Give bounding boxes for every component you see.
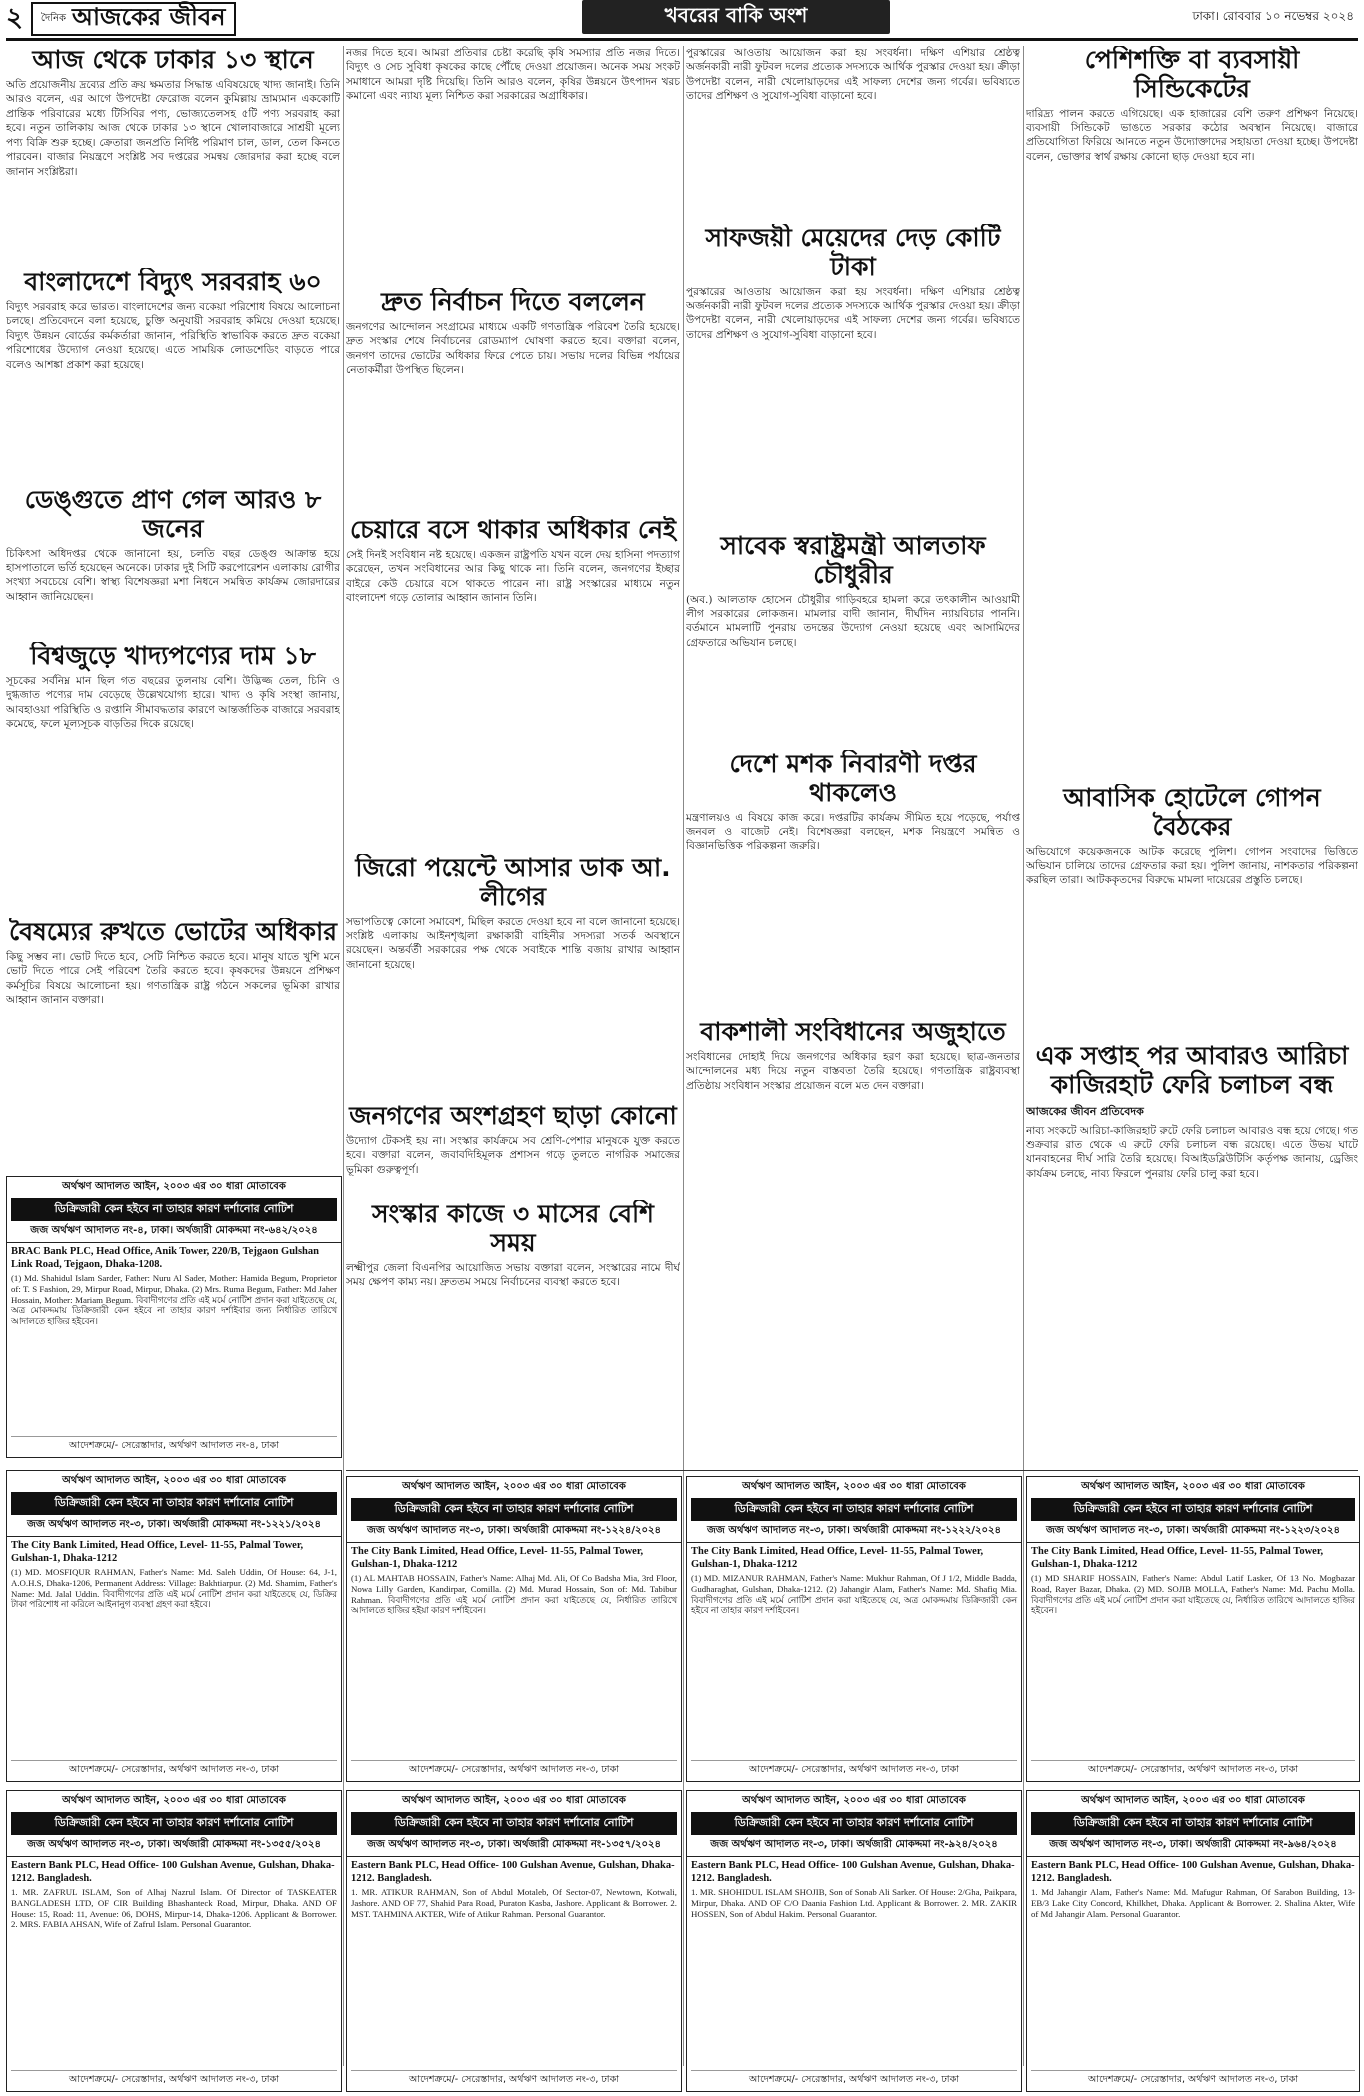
article-body: অভিযোগে কয়েকজনকে আটক করেছে পুলিশ। গোপন সংবাদের ভিত্তিতে অভিযান চালিয়ে তাদের গ্রেফতার করা হয়। পুলিশ জানায়, নাশকতার পরিকল্পনা করছিল তারা। আটককৃতদের বিরুদ্ধে মামলা দায়েরের প্রস্তুতি চলছে। <box>1026 845 1358 887</box>
story-ferry <box>1026 1042 1358 1342</box>
notice-act: অর্থঋণ আদালত আইন, ২০০৩ এর ৩০ ধারা মোতাবেক <box>1081 1481 1305 1492</box>
notice-act: অর্থঋণ আদালত আইন, ২০০৩ এর ৩০ ধারা মোতাবেক <box>1081 1795 1305 1806</box>
notice-signature: আদেশক্রমে/- সেরেস্তাদার, অর্থঋণ আদালত নং-৩, ঢাকা <box>351 2070 677 2088</box>
headline: ডেঙ্গুতে প্রাণ গেল আরও ৮ জনের <box>24 486 322 543</box>
notice-case: জজ অর্থঋণ আদালত নং-৩, ঢাকা। অর্থজারী মোকদ্দমা নং-১২২২/২০২৪ <box>687 1523 1021 1543</box>
headline: আবাসিক হোটেলে গোপন বৈঠকের <box>1063 784 1321 841</box>
logo-small-text: দৈনিক <box>40 12 67 24</box>
headline: আজ থেকে ঢাকার ১৩ স্থানে <box>32 46 314 74</box>
legal-notice <box>6 1470 342 1782</box>
notice-plaintiff: The City Bank Limited, Head Office, Level- 11-55, Palmal Tower, Gulshan-1, Dhaka-1212 <box>1031 1546 1324 1570</box>
notice-plaintiff: BRAC Bank PLC, Head Office, Anik Tower, 220/B, Tejgaon Gulshan Link Road, Tejgaon, Dhaka-1208. <box>11 1246 319 1270</box>
article-body: সেই দিনই সংবিধান নষ্ট হয়েছে। একজন রাষ্ট্রপতি যখন বলে দেয় হাসিনা পদত্যাগ করেছেন, তখন সংবিধানের আর কিছু থাকে না। তিনি বলেন, জনগণের ইচ্ছার বাইরে কেউ চেয়ারে বসে থাকতে পারেন না। রাষ্ট্র সংস্কারের মাধ্যমে নতুন বাংলাদেশ গড়ে তোলার আহ্বান জানান তিনি। <box>346 548 680 605</box>
article-body: লক্ষ্মীপুর জেলা বিএনপির আয়োজিত সভায় বক্তারা বলেন, সংস্কারের নামে দীর্ঘ সময় ক্ষেপণ কাম্য নয়। দ্রুততম সময়ে নির্বাচনের ব্যবস্থা করতে হবে। <box>346 1261 680 1288</box>
article-body: নাব্য সংকটে আরিচা-কাজিরহাট রুটে ফেরি চলাচল আবারও বন্ধ হয়ে গেছে। গত শুক্রবার রাত থেকে এ রুটে ফেরি চলাচল বন্ধ রয়েছে। এতে উভয় ঘাটে যানবাহনের দীর্ঘ সারি তৈরি হয়েছে। বিআইডব্লিউটিসি কর্তৃপক্ষ জানায়, ড্রেজিং কার্যক্রম চলছে, নাব্য ফিরলে পুনরায় ফেরি চালু করা হবে। <box>1026 1124 1358 1180</box>
notice-plaintiff: Eastern Bank PLC, Head Office- 100 Gulshan Avenue, Gulshan, Dhaka-1212. Bangladesh. <box>1031 1860 1355 1884</box>
masthead <box>0 0 1364 38</box>
notice-title: ডিক্রিজারী কেন হইবে না তাহার কারণ দর্শানোর নোটিশ <box>11 1812 337 1835</box>
notice-text: (1) MD SHARIF HOSSAIN, Father's Name: Abdul Latif Lasker, Of 13 No. Mogbazar Road, Rayer Bazar, Dhaka. (2) MD. SOJIB MOLLA, Father's Name: Md. Pachu Molla. বিবাদীগণের প্রতি এই মর্মে নোটিশ প্রদান করা যাইতেছে যে, নির্ধারিত তারিখে আদালতে হাজির হইবেন। <box>1031 1573 1355 1616</box>
notice-act: অর্থঋণ আদালত আইন, ২০০৩ এর ৩০ ধারা মোতাবেক <box>742 1795 966 1806</box>
headline: দ্রুত নির্বাচন দিতে বললেন <box>381 288 645 316</box>
notice-case: জজ অর্থঋণ আদালত নং-৩, ঢাকা। অর্থজারী মোকদ্দমা নং-১২২৪/২০২৪ <box>347 1523 681 1543</box>
notice-act: অর্থঋণ আদালত আইন, ২০০৩ এর ৩০ ধারা মোতাবেক <box>62 1475 286 1486</box>
notice-title: ডিক্রিজারী কেন হইবে না তাহার কারণ দর্শানোর নোটিশ <box>691 1498 1017 1521</box>
notice-title: ডিক্রিজারী কেন হইবে না তাহার কারণ দর্শানোর নোটিশ <box>11 1492 337 1515</box>
notice-act: অর্থঋণ আদালত আইন, ২০০৩ এর ৩০ ধারা মোতাবেক <box>62 1181 286 1192</box>
notice-signature: আদেশক্রমে/- সেরেস্তাদার, অর্থঋণ আদালত নং-৩, ঢাকা <box>1031 1760 1355 1778</box>
notice-signature: আদেশক্রমে/- সেরেস্তাদার, অর্থঋণ আদালত নং-৪, ঢাকা <box>11 1436 337 1454</box>
newspaper-logo <box>31 2 236 36</box>
notice-title: ডিক্রিজারী কেন হইবে না তাহার কারণ দর্শানোর নোটিশ <box>1031 1498 1355 1521</box>
column-divider <box>683 46 684 2066</box>
headline: চেয়ারে বসে থাকার অধিকার নেই <box>349 516 676 544</box>
notice-plaintiff: Eastern Bank PLC, Head Office- 100 Gulshan Avenue, Gulshan, Dhaka-1212. Bangladesh. <box>691 1860 1015 1884</box>
notice-text: (1) MD. MOSFIQUR RAHMAN, Father's Name: Md. Saleh Uddin, Of House: 64, J-1, A.O.H.S, Dhaka-1206, Permanent Address: Village: Bakhtiarpur. (2) Md. Shamim, Father's Name: Md. Jalal Uddin. বিবাদীগণের প্রতি এই মর্মে নোটিশ প্রদান করা যাইতেছে যে, ডিক্রির টাকা পরিশোধ না করিলে আইনানুগ ব্যবস্থা গ্রহণ করা হইবে। <box>11 1567 337 1610</box>
story-zero-point <box>346 854 680 1094</box>
article-body: পুরস্কারের আওতায় আয়োজন করা হয় সংবর্ধনা। দক্ষিণ এশিয়ার শ্রেষ্ঠত্ব অর্জনকারী নারী ফুটবল দলের প্রত্যেক সদস্যকে আর্থিক পুরস্কার দেওয়া হয়। ক্রীড়া উপদেষ্টা বলেন, নারী খেলোয়াড়দের এই সাফল্য দেশের জন্য গর্বের। ভবিষ্যতে তাদের প্রশিক্ষণ ও সুযোগ-সুবিধা বাড়ানো হবে। <box>686 47 1020 103</box>
story-safzay <box>686 224 1020 524</box>
headline: সাফজয়ী মেয়েদের দেড় কোটি টাকা <box>705 224 1001 281</box>
story-reform3 <box>346 1200 680 1450</box>
article-body: জনগণের আন্দোলন সংগ্রামের মাধ্যমে একটি গণতান্ত্রিক পরিবেশ তৈরি হয়েছে। দ্রুত সংস্কার শেষে নির্বাচনের রোডম্যাপ ঘোষণা করতে হবে। বক্তারা বলেন, জনগণ তাদের ভোটের অধিকার ফিরে পেতে চায়। সভায় দলের বিভিন্ন পর্যায়ের নেতাকর্মীরা উপস্থিত ছিলেন। <box>346 320 680 377</box>
headline: বাকশালী সংবিধানের অজুহাতে <box>700 1018 1006 1046</box>
story-hotel <box>1026 784 1358 1034</box>
story-election <box>346 288 680 508</box>
notice-title: ডিক্রিজারী কেন হইবে না তাহার কারণ দর্শানোর নোটিশ <box>351 1498 677 1521</box>
article-body: নজর দিতে হবে। আমরা প্রতিবার চেষ্টা করেছি কৃষি সমস্যার প্রতি নজর দিতে। বিদ্যুৎ ও সেচ সুবিধা কৃষকের কাছে পৌঁছে দেওয়া প্রয়োজন। অনেক সময় সংকট সমাধানে আমরা দৃষ্টি দিয়েছি। তিনি আরও বলেন, কৃষির উন্নয়নে উৎপাদন খরচ কমানো এবং ন্যায্য মূল্য নিশ্চিত করা সরকারের অগ্রাধিকার। <box>346 47 680 103</box>
article-body: চিকিৎসা অধিদপ্তর থেকে জানানো হয়, চলতি বছর ডেঙ্গু আক্রান্ত হয়ে হাসপাতালে ভর্তি হয়েছেন অনেকে। ঢাকার দুই সিটি করপোরেশন এলাকায় রোগীর সংখ্যা সবচেয়ে বেশি। স্বাস্থ্য বিশেষজ্ঞরা মশা নিধনে সমন্বিত কার্যক্রম জোরদারের আহ্বান জানিয়েছেন। <box>6 547 340 603</box>
notice-act: অর্থঋণ আদালত আইন, ২০০৩ এর ৩০ ধারা মোতাবেক <box>402 1481 626 1492</box>
byline: আজকের জীবন প্রতিবেদক <box>1026 1104 1144 1118</box>
headline: জিরো পয়েন্টে আসার ডাক আ. লীগের <box>355 854 671 911</box>
story-participation <box>346 1102 680 1192</box>
notice-plaintiff: Eastern Bank PLC, Head Office- 100 Gulshan Avenue, Gulshan, Dhaka-1212. Bangladesh. <box>351 1860 675 1884</box>
article-body: সূচকের সর্বনিম্ন মান ছিল গত বছরের তুলনায় বেশি। উদ্ভিজ্জ তেল, চিনি ও দুগ্ধজাত পণ্যের দাম বেড়েছে উল্লেখযোগ্য হারে। খাদ্য ও কৃষি সংস্থা জানায়, আবহাওয়া পরিস্থিতি ও রপ্তানি সীমাবদ্ধতার কারণে আন্তর্জাতিক বাজারে সরবরাহ কমেছে, ফলে মূল্যসূচক বাড়তির দিকে রয়েছে। <box>6 674 340 731</box>
story-altaf <box>686 532 1020 742</box>
notice-text: (1) MD. MIZANUR RAHMAN, Father's Name: Mukhur Rahman, Of J 1/2, Middle Badda, Gudharaghat, Gulshan, Dhaka-1212. (2) Jahangir Alam, Father's Name: Md. Shafiq Mia. বিবাদীগণের প্রতি এই মর্মে নোটিশ প্রদান করা যাইতেছে যে, অত্র মোকদ্দমায় ডিক্রিজারী কেন হইবে না তাহার কারণ দর্শাইবেন। <box>691 1573 1017 1616</box>
headline: বিশ্বজুড়ে খাদ্যপণ্যের দাম ১৮ <box>30 642 316 670</box>
headline: সাবেক স্বরাষ্ট্রমন্ত্রী আলতাফ চৌধুরীর <box>720 532 986 589</box>
notice-text: (1) AL MAHTAB HOSSAIN, Father's Name: Alhaj Md. Ali, Of Co Badsha Mia, 3rd Floor, Nowa Lilly Garden, Kandirpar, Comilla. (2) Md. Murad Hossain, Son of: Md. Tabibur Rahman. বিবাদীগণের প্রতি এই মর্মে নোটিশ প্রদান করা যাইতেছে যে, নির্ধারিত তারিখে আদালতে হাজির হইয়া কারণ দর্শাইবেন। <box>351 1573 677 1616</box>
headline: বৈষম্যের রুখতে ভোটের অধিকার <box>9 918 337 946</box>
notice-signature: আদেশক্রমে/- সেরেস্তাদার, অর্থঋণ আদালত নং-৩, ঢাকা <box>691 1760 1017 1778</box>
story-farm <box>346 46 680 281</box>
headline: বাংলাদেশে বিদ্যুৎ সরবরাহ ৬০ <box>24 268 322 296</box>
notice-signature: আদেশক্রমে/- সেরেস্তাদার, অর্থঋণ আদালত নং-৩, ঢাকা <box>1031 2070 1355 2088</box>
article-body: মন্ত্রণালয়ও এ বিষয়ে কাজ করে। দপ্তরটির কার্যক্রম সীমিত হয়ে পড়েছে, পর্যাপ্ত জনবল ও বাজেট নেই। বিশেষজ্ঞরা বলছেন, মশক নিয়ন্ত্রণে সমন্বিত ও বিজ্ঞানভিত্তিক পরিকল্পনা জরুরি। <box>686 811 1020 853</box>
notice-text: 1. Md Jahangir Alam, Father's Name: Md. Mafugur Rahman, Of Sarabon Building, 13-EB/3 Lake City Concord, Khilkhet, Dhaka. Applicant & Borrower. 2. Shalina Akter, Wife of Md Jahangir Alam. Personal Guarantor. <box>1031 1887 1355 1919</box>
article-body: সভাপতিত্বে কোনো সমাবেশ, মিছিল করতে দেওয়া হবে না বলে জানানো হয়েছে। সংশ্লিষ্ট এলাকায় আইনশৃঙ্খলা রক্ষাকারী বাহিনীর সদস্যরা সতর্ক অবস্থানে রয়েছেন। অন্তর্বর্তী সরকারের পক্ষ থেকে সবাইকে শান্তি বজায় রাখার আহ্বান জানানো হয়েছে। <box>346 915 680 971</box>
notice-case: জজ অর্থঋণ আদালত নং-৩, ঢাকা। অর্থজারী মোকদ্দমা নং-১৩৫৫/২০২৪ <box>7 1837 341 1857</box>
masthead-rule <box>6 38 1358 41</box>
notice-case: জজ অর্থঋণ আদালত নং-৩, ঢাকা। অর্থজারী মোকদ্দমা নং-১২২৩/২০২৪ <box>1027 1523 1359 1543</box>
notice-title: ডিক্রিজারী কেন হইবে না তাহার কারণ দর্শানোর নোটিশ <box>11 1198 337 1221</box>
legal-notice <box>346 1790 682 2092</box>
notice-text: 1. MR. SHOHIDUL ISLAM SHOJIB, Son of Sonab Ali Sarker. Of House: 2/Gha, Paikpara, Mirpur, Dhaka. AND OF C/O Daania Fashion Ltd. Applicant & Borrower. 2. MR. ZAKIR HOSSEN, Son of Abdul Hakim. Personal Guarantor. <box>691 1887 1017 1919</box>
date-line: ঢাকা। রোববার ১০ নভেম্বর ২০২৪ <box>1192 9 1354 23</box>
article-body: দারিদ্র্য পালন করতে এগিয়েছে। এক হাজারের বেশি তরুণ প্রশিক্ষণ নিয়েছে। ব্যবসায়ী সিন্ডিকেট ভাঙতে সরকার কঠোর অবস্থান নিয়েছে। বাজারে প্রতিযোগিতা ফিরিয়ে আনতে নতুন উদ্যোক্তাদের সহায়তা দেওয়া হচ্ছে। উপদেষ্টা বলেন, ভোক্তার স্বার্থ রক্ষায় কোনো ছাড় দেওয়া হবে না। <box>1026 107 1358 163</box>
headline: দেশে মশক নিবারণী দপ্তর থাকলেও <box>729 750 977 807</box>
notice-title: ডিক্রিজারী কেন হইবে না তাহার কারণ দর্শানোর নোটিশ <box>1031 1812 1355 1835</box>
headline: জনগণের অংশগ্রহণ ছাড়া কোনো <box>349 1102 677 1130</box>
notice-text: 1. MR. ZAFRUL ISLAM, Son of Alhaj Nazrul Islam. Of Director of TASKEATER BANGLADESH LTD, OF CIR Building Bhashanteck Road, Mirpur, Dhaka. AND OF House: 15, Road: 11, Avenue: 06, DOHS, Mirpur-14, Dhaka-1206. Applicant & Borrower. 2. MRS. FABIA AHSAN, Wife of Zafrul Islam. Personal Guarantor. <box>11 1887 337 1930</box>
notice-case: জজ অর্থঋণ আদালত নং-৩, ঢাকা। অর্থজারী মোকদ্দমা নং-১২২১/২০২৪ <box>7 1517 341 1537</box>
notice-signature: আদেশক্রমে/- সেরেস্তাদার, অর্থঋণ আদালত নং-৩, ঢাকা <box>691 2070 1017 2088</box>
article-body: (অব.) আলতাফ হোসেন চৌধুরীর গাড়িবহরে হামলা করে তৎকালীন আওয়ামী লীগ সরকারের লোকজন। মামলার বাদী জানান, দীর্ঘদিন ন্যায়বিচার পাননি। বর্তমানে মামলাটি পুনরায় তদন্তের উদ্যোগ নেওয়া হয়েছে এবং আসামিদের গ্রেফতারে অভিযান চলছে। <box>686 593 1020 649</box>
story-dengue <box>6 486 340 634</box>
notice-title: ডিক্রিজারী কেন হইবে না তাহার কারণ দর্শানোর নোটিশ <box>691 1812 1017 1835</box>
logo-name: আজকের জীবন <box>72 3 226 31</box>
article-body: কিছু সম্ভব না। ভোট দিতে হবে, সেটি নিশ্চিত করতে হবে। মানুষ যাতে খুশি মনে ভোট দিতে পারে সেই পরিবেশ তৈরি করতে হবে। কৃষকদের উন্নয়নে প্রশিক্ষণ কর্মসূচির বিষয়ে আলোচনা হয়। গণতান্ত্রিক রাষ্ট্র গঠনে সকলের ভূমিকা রাখার আহ্বান জানান বক্তারা। <box>6 950 340 1007</box>
column-divider <box>343 46 344 2066</box>
notice-title: ডিক্রিজারী কেন হইবে না তাহার কারণ দর্শানোর নোটিশ <box>351 1812 677 1835</box>
notice-case: জজ অর্থঋণ আদালত নং-৩, ঢাকা। অর্থজারী মোকদ্দমা নং-৯৬৪/২০২৪ <box>1027 1837 1359 1857</box>
story-safzay-lead <box>686 46 1020 216</box>
story-vote-rights <box>6 918 340 1168</box>
article-body: পুরস্কারের আওতায় আয়োজন করা হয় সংবর্ধনা। দক্ষিণ এশিয়ার শ্রেষ্ঠত্ব অর্জনকারী নারী ফুটবল দলের প্রত্যেক সদস্যকে আর্থিক পুরস্কার দেওয়া হয়। ক্রীড়া উপদেষ্টা বলেন, নারী খেলোয়াড়দের এই সাফল্য দেশের জন্য গর্বের। ভবিষ্যতে তাদের প্রশিক্ষণ ও সুযোগ-সুবিধা বাড়ানো হবে। <box>686 285 1020 341</box>
legal-notice <box>6 1176 342 1458</box>
legal-notice <box>686 1790 1022 2092</box>
page-number: ২ <box>6 3 23 33</box>
legal-notice <box>346 1476 682 1782</box>
story-food-price <box>6 642 340 912</box>
notice-case: জজ অর্থঋণ আদালত নং-৩, ঢাকা। অর্থজারী মোকদ্দমা নং-১৩৫৭/২০২৪ <box>347 1837 681 1857</box>
article-body: বিদ্যুৎ সরবরাহ করে ভারত। বাংলাদেশের জন্য বকেয়া পরিশোধ বিষয়ে আলোচনা চলছে। প্রতিবেদনে বলা হয়েছে, চুক্তি অনুযায়ী সরবরাহ কমিয়ে দেওয়া হয়েছে। বিদ্যুৎ উন্নয়ন বোর্ডের কর্মকর্তারা জানান, পরিস্থিতি স্বাভাবিক করতে দ্রুত বকেয়া পরিশোধের উদ্যোগ নেওয়া হয়েছে। এতে সাময়িক লোডশেডিং বাড়তে পারে বলেও আশঙ্কা প্রকাশ করা হয়েছে। <box>6 300 340 371</box>
story-electricity <box>6 268 340 478</box>
notice-signature: আদেশক্রমে/- সেরেস্তাদার, অর্থঋণ আদালত নং-৩, ঢাকা <box>351 1760 677 1778</box>
notice-signature: আদেশক্রমে/- সেরেস্তাদার, অর্থঋণ আদালত নং-৩, ঢাকা <box>11 2070 337 2088</box>
notice-plaintiff: The City Bank Limited, Head Office, Level- 11-55, Palmal Tower, Gulshan-1, Dhaka-1212 <box>691 1546 984 1570</box>
section-label: খবরের বাকি অংশ <box>582 0 890 34</box>
notice-act: অর্থঋণ আদালত আইন, ২০০৩ এর ৩০ ধারা মোতাবেক <box>742 1481 966 1492</box>
story-dhaka13 <box>6 46 340 261</box>
legal-notice <box>1026 1476 1360 1782</box>
article-body: উদ্যোগ টেকসই হয় না। সংস্কার কার্যক্রমে সব শ্রেণি-পেশার মানুষকে যুক্ত করতে হবে। বক্তারা বলেন, জবাবদিহিমূলক প্রশাসন গড়ে তুলতে নাগরিক সমাজের ভূমিকা গুরুত্বপূর্ণ। <box>346 1134 680 1176</box>
notice-text: (1) Md. Shahidul Islam Sarder, Father: Nuru Al Sader, Mother: Hamida Begum, Proprietor of: T. S Fashion, 29, Mirpur Road, Mirpur, Dhaka. (2) Mrs. Ruma Begum, Father: Md Jaher Hossain, Mother: Mariam Begum. বিবাদীগণের প্রতি এই মর্মে নোটিশ প্রদান করা যাইতেছে যে, অত্র মোকদ্দমায় ডিক্রিজারী কেন হইবে না তাহার কারণ দর্শাইবার জন্য নির্ধারিত তারিখে আদালতে হাজির হইবেন। <box>11 1273 337 1327</box>
masthead-left <box>6 2 236 36</box>
section-rule <box>346 1470 1358 1471</box>
story-constitution <box>686 1018 1020 1192</box>
notice-text: 1. MR. ATIKUR RAHMAN, Son of Abdul Motaleb, Of Sector-07, Newtown, Kotwali, Jashore. AND OF 77, Shahid Para Road, Puraton Kasba, Jashore. Applicant & Borrower. 2. MST. TAHMINA AKTER, Wife of Atikur Rahman. Personal Guarantor. <box>351 1887 677 1919</box>
headline: সংস্কার কাজে ৩ মাসের বেশি সময় <box>372 1200 654 1257</box>
notice-case: জজ অর্থঋণ আদালত নং-৪, ঢাকা। অর্থজারী মোকদ্দমা নং-৬৪২/২০২৪ <box>7 1223 341 1243</box>
story-syndicate <box>1026 46 1358 776</box>
notice-case: জজ অর্থঋণ আদালত নং-৩, ঢাকা। অর্থজারী মোকদ্দমা নং-৯২৪/২০২৪ <box>687 1837 1021 1857</box>
notice-act: অর্থঋণ আদালত আইন, ২০০৩ এর ৩০ ধারা মোতাবেক <box>402 1795 626 1806</box>
story-mosquito <box>686 750 1020 1010</box>
legal-notice <box>686 1476 1022 1782</box>
article-body: সংবিধানের দোহাই দিয়ে জনগণের অধিকার হরণ করা হয়েছে। ছাত্র-জনতার আন্দোলনের মধ্য দিয়ে নতুন বাস্তবতা তৈরি হয়েছে। গণতান্ত্রিক রাষ্ট্রব্যবস্থা প্রতিষ্ঠায় সংবিধান সংস্কার প্রয়োজন বলে মত দেন বক্তারা। <box>686 1050 1020 1092</box>
column-divider <box>1023 46 1024 2066</box>
legal-notice <box>6 1790 342 2092</box>
notice-plaintiff: The City Bank Limited, Head Office, Level- 11-55, Palmal Tower, Gulshan-1, Dhaka-1212 <box>11 1540 304 1564</box>
notice-plaintiff: The City Bank Limited, Head Office, Level- 11-55, Palmal Tower, Gulshan-1, Dhaka-1212 <box>351 1546 644 1570</box>
headline: পেশিশক্তি বা ব্যবসায়ী সিন্ডিকেটের <box>1084 46 1300 103</box>
notice-signature: আদেশক্রমে/- সেরেস্তাদার, অর্থঋণ আদালত নং-৩, ঢাকা <box>11 1760 337 1778</box>
legal-notice <box>1026 1790 1360 2092</box>
notice-plaintiff: Eastern Bank PLC, Head Office- 100 Gulshan Avenue, Gulshan, Dhaka-1212. Bangladesh. <box>11 1860 335 1884</box>
notice-act: অর্থঋণ আদালত আইন, ২০০৩ এর ৩০ ধারা মোতাবেক <box>62 1795 286 1806</box>
story-chair <box>346 516 680 846</box>
article-body: অতি প্রয়োজনীয় দ্রব্যের প্রতি ক্রয় ক্ষমতার সিদ্ধান্ত এবিষয়েছে খাদ্য জানাই। তিনি আরও বলেন, এর আগে উপদেষ্টা ফেরোজ বলেন কুমিল্লায় ভ্রাম্যমান এককোটি প্রান্তিক পরিবারের মধ্যে টিসিবির পণ্য, ভোজ্যতেলসহ ৫টি পণ্য সরবরাহ করা হবে। নতুন তালিকায় আজ থেকে ঢাকার ১৩ স্থানে খোলাবাজারে সাশ্রয়ী মূল্যে পণ্য বিক্রি শুরু হচ্ছে। ক্রেতারা জনপ্রতি নির্দিষ্ট পরিমাণ চাল, ডাল, তেল কিনতে পারবেন। বাজার নিয়ন্ত্রণে সংশ্লিষ্ট সব দপ্তরের সমন্বয় জোরদার করা হচ্ছে বলে জানান সংশ্লিষ্টরা। <box>6 78 340 178</box>
headline: এক সপ্তাহ পর আবারও আরিচা কাজিরহাট ফেরি চলাচল বন্ধ <box>1035 1042 1349 1099</box>
